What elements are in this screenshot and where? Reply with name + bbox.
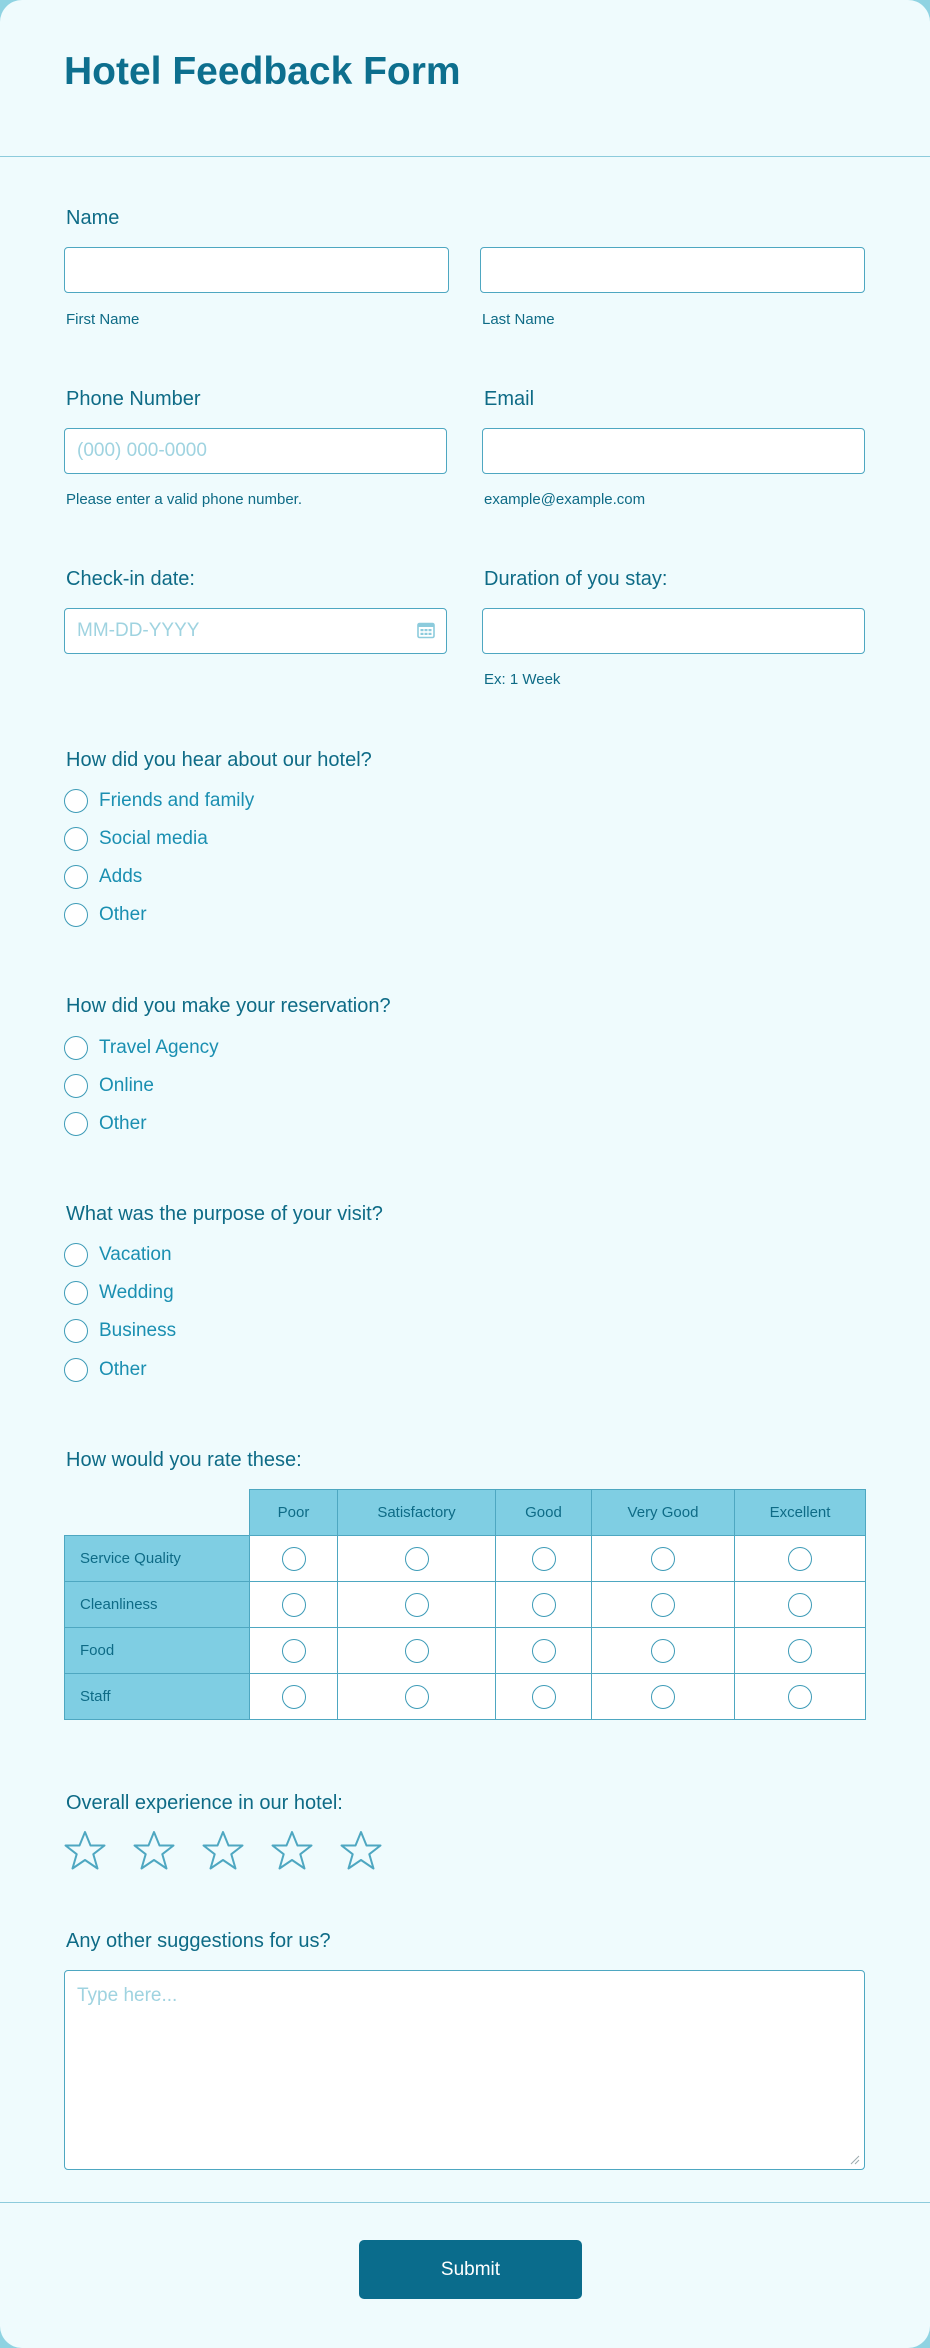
checkin-field [64, 608, 447, 654]
last-name-sublabel: Last Name [482, 311, 555, 328]
radio-button[interactable] [282, 1547, 306, 1571]
reservation-option[interactable] [64, 1111, 147, 1137]
radio-button[interactable] [651, 1547, 675, 1571]
option-label: Wedding [99, 1282, 174, 1303]
email-input[interactable] [482, 428, 865, 474]
matrix-row-label: Staff [65, 1674, 250, 1720]
suggestions-label: Any other suggestions for us? [66, 1930, 331, 1952]
matrix-cell[interactable] [592, 1628, 735, 1674]
matrix-cell[interactable] [735, 1536, 866, 1582]
header-divider [0, 156, 930, 157]
matrix-cell[interactable] [735, 1674, 866, 1720]
option-label: Business [99, 1320, 177, 1341]
option-label: Other [99, 1359, 147, 1380]
matrix-cell[interactable] [592, 1674, 735, 1720]
option-label: Other [99, 904, 147, 925]
radio-button[interactable] [532, 1639, 556, 1663]
option-label: Friends and family [99, 790, 255, 811]
matrix-row [65, 1674, 866, 1720]
matrix-row [65, 1582, 866, 1628]
star-icon[interactable] [64, 1830, 106, 1872]
matrix-cell[interactable] [496, 1628, 592, 1674]
radio-button[interactable] [64, 1358, 88, 1382]
matrix-cell[interactable] [592, 1536, 735, 1582]
name-label: Name [66, 207, 120, 229]
duration-hint: Ex: 1 Week [484, 671, 561, 688]
radio-button[interactable] [788, 1547, 812, 1571]
phone-input[interactable] [64, 428, 447, 474]
matrix-row [65, 1628, 866, 1674]
radio-button[interactable] [64, 1319, 88, 1343]
matrix-cell[interactable] [338, 1536, 496, 1582]
matrix-corner [65, 1490, 250, 1536]
radio-button[interactable] [64, 865, 88, 889]
matrix-cell[interactable] [250, 1628, 338, 1674]
matrix-cell[interactable] [250, 1536, 338, 1582]
reservation-option[interactable] [64, 1073, 154, 1099]
matrix-column-header: Satisfactory [338, 1490, 496, 1536]
radio-button[interactable] [405, 1593, 429, 1617]
hear-option[interactable] [64, 826, 208, 852]
email-hint: example@example.com [484, 491, 646, 508]
suggestions-textarea[interactable] [64, 1970, 865, 2170]
purpose-option[interactable] [64, 1357, 147, 1383]
radio-button[interactable] [405, 1639, 429, 1663]
duration-label: Duration of you stay: [484, 568, 668, 590]
hear-label: How did you hear about our hotel? [66, 749, 372, 771]
star-icon[interactable] [340, 1830, 382, 1872]
rating-label: How would you rate these: [66, 1449, 302, 1471]
option-label: Social media [99, 828, 208, 849]
radio-button[interactable] [651, 1593, 675, 1617]
hear-option[interactable] [64, 902, 147, 928]
first-name-input[interactable] [64, 247, 449, 293]
star-icon[interactable] [202, 1830, 244, 1872]
radio-button[interactable] [651, 1685, 675, 1709]
form-title: Hotel Feedback Form [64, 50, 461, 93]
matrix-cell[interactable] [338, 1582, 496, 1628]
radio-button[interactable] [282, 1685, 306, 1709]
radio-button[interactable] [282, 1593, 306, 1617]
matrix-cell[interactable] [250, 1674, 338, 1720]
radio-button[interactable] [532, 1685, 556, 1709]
hear-option[interactable] [64, 864, 142, 890]
radio-button[interactable] [405, 1685, 429, 1709]
radio-button[interactable] [651, 1639, 675, 1663]
matrix-row-label: Service Quality [65, 1536, 250, 1582]
hear-option[interactable] [64, 788, 254, 814]
checkin-input[interactable] [64, 608, 447, 654]
duration-input[interactable] [482, 608, 865, 654]
radio-button[interactable] [64, 1074, 88, 1098]
matrix-cell[interactable] [496, 1582, 592, 1628]
matrix-column-header: Good [496, 1490, 592, 1536]
radio-button[interactable] [64, 789, 88, 813]
footer-divider [0, 2202, 930, 2203]
option-label: Other [99, 1113, 147, 1134]
matrix-cell[interactable] [250, 1582, 338, 1628]
matrix-cell[interactable] [735, 1628, 866, 1674]
matrix-cell[interactable] [592, 1582, 735, 1628]
purpose-option[interactable] [64, 1280, 174, 1306]
overall-label: Overall experience in our hotel: [66, 1792, 343, 1814]
radio-button[interactable] [405, 1547, 429, 1571]
purpose-option[interactable] [64, 1242, 172, 1268]
radio-button[interactable] [64, 1036, 88, 1060]
radio-button[interactable] [532, 1547, 556, 1571]
radio-button[interactable] [64, 903, 88, 927]
radio-button[interactable] [64, 1112, 88, 1136]
matrix-cell[interactable] [496, 1536, 592, 1582]
checkin-label: Check-in date: [66, 568, 195, 590]
last-name-input[interactable] [480, 247, 865, 293]
radio-button[interactable] [64, 1281, 88, 1305]
phone-label: Phone Number [66, 388, 201, 410]
radio-button[interactable] [788, 1639, 812, 1663]
matrix-column-header: Excellent [735, 1490, 866, 1536]
resize-grip-icon[interactable] [848, 2153, 860, 2165]
radio-button[interactable] [532, 1593, 556, 1617]
option-label: Vacation [99, 1244, 172, 1265]
matrix-cell[interactable] [338, 1628, 496, 1674]
radio-button[interactable] [788, 1685, 812, 1709]
reservation-label: How did you make your reservation? [66, 995, 391, 1017]
option-label: Online [99, 1075, 154, 1096]
purpose-option[interactable] [64, 1318, 176, 1344]
matrix-cell[interactable] [496, 1674, 592, 1720]
email-label: Email [484, 388, 535, 410]
phone-hint: Please enter a valid phone number. [66, 491, 302, 508]
radio-button[interactable] [282, 1639, 306, 1663]
radio-button[interactable] [64, 827, 88, 851]
star-icon[interactable] [271, 1830, 313, 1872]
matrix-column-header: Very Good [592, 1490, 735, 1536]
matrix-row-label: Food [65, 1628, 250, 1674]
rating-matrix [64, 1489, 866, 1720]
radio-button[interactable] [64, 1243, 88, 1267]
radio-button[interactable] [788, 1593, 812, 1617]
first-name-sublabel: First Name [66, 311, 140, 328]
purpose-label: What was the purpose of your visit? [66, 1203, 383, 1225]
matrix-cell[interactable] [338, 1674, 496, 1720]
option-label: Adds [99, 866, 143, 887]
star-rating [64, 1830, 409, 1872]
star-icon[interactable] [133, 1830, 175, 1872]
submit-button[interactable]: Submit [359, 2240, 582, 2299]
matrix-row-label: Cleanliness [65, 1582, 250, 1628]
matrix-row [65, 1536, 866, 1582]
matrix-column-header: Poor [250, 1490, 338, 1536]
matrix-cell[interactable] [735, 1582, 866, 1628]
calendar-icon[interactable] [417, 621, 435, 639]
reservation-option[interactable] [64, 1035, 219, 1061]
option-label: Travel Agency [99, 1037, 219, 1058]
